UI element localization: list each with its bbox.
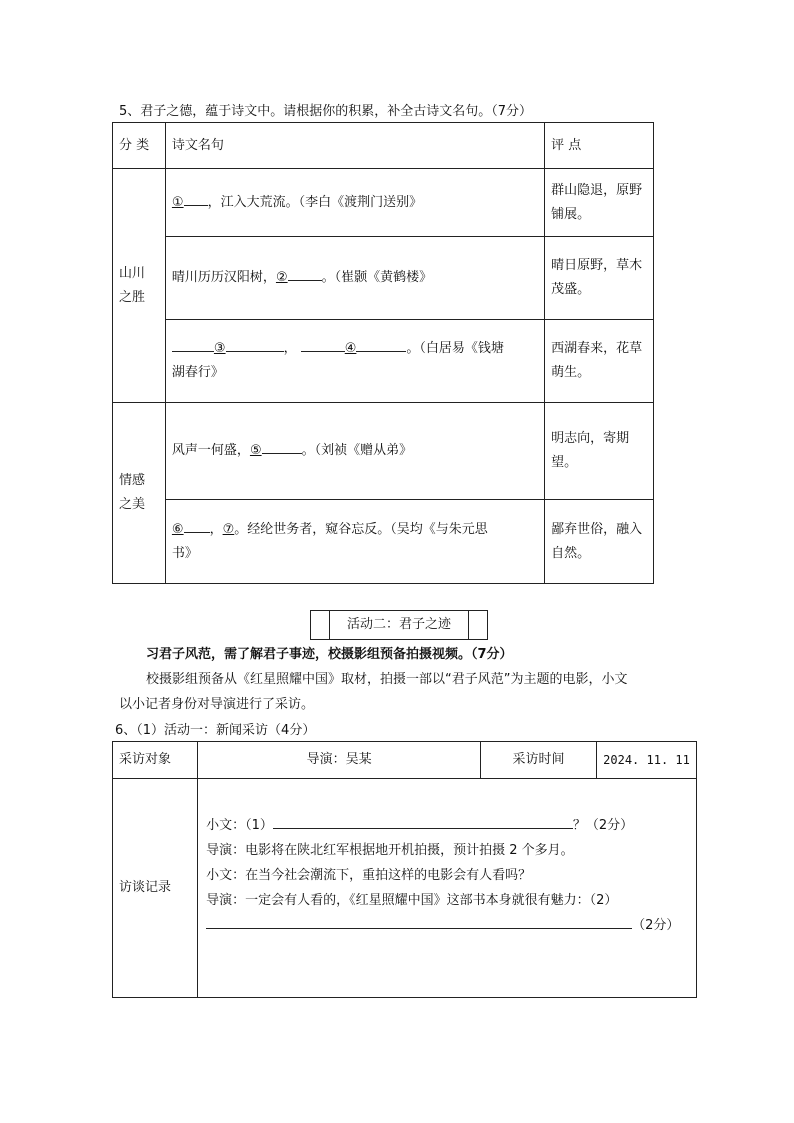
blank-marker: ② bbox=[275, 270, 288, 285]
answer-blank[interactable] bbox=[262, 439, 302, 454]
category-cell: 山川 之胜 bbox=[113, 169, 166, 403]
blank-marker: ③ bbox=[213, 341, 226, 356]
answer-blank[interactable] bbox=[301, 337, 345, 352]
category-cell: 情感 之美 bbox=[113, 403, 166, 584]
activity-paragraph-line1: 校摄影组预备从《红星照耀中国》取材，拍摄一部以“君子风范”为主题的电影，小文 bbox=[146, 672, 628, 687]
table-header-row bbox=[113, 123, 654, 169]
comment-cell: 西湖春来，花草 萌生。 bbox=[545, 320, 654, 403]
answer-blank[interactable] bbox=[356, 337, 406, 352]
verse-cell: ⑥ ，⑦。经纶世务者，窥谷忘反。（吴均《与朱元思 书》 bbox=[165, 500, 544, 584]
interview-answer-blank-2[interactable] bbox=[206, 914, 632, 929]
answer-blank[interactable] bbox=[184, 518, 210, 533]
record-line-3: 小文：在当今社会潮流下，重拍这样的电影会有人看吗？ bbox=[206, 868, 532, 883]
verse-cell: 风声一何盛，⑤ 。（刘祯《赠从弟》 bbox=[165, 403, 544, 500]
table-row bbox=[113, 403, 654, 500]
time-value: 2024. 11. 11 bbox=[597, 742, 697, 779]
answer-blank[interactable] bbox=[288, 266, 322, 281]
blank-marker: ④ bbox=[344, 341, 357, 356]
answer-blank[interactable] bbox=[184, 191, 208, 206]
subject-value: 导演：吴某 bbox=[198, 742, 481, 779]
verse-cell: 晴川历历汉阳树，② 。（崔颢《黄鹤楼》 bbox=[165, 237, 544, 320]
record-line-4: 导演：一定会有人看的，《红星照耀中国》这部书本身就很有魅力：（2） bbox=[206, 893, 618, 908]
q5-title: 5、君子之德，蕴于诗文中。请根据你的积累，补全古诗文名句。（7分） bbox=[119, 104, 533, 119]
interview-record-row bbox=[113, 779, 697, 998]
header-verse: 诗文名句 bbox=[165, 123, 544, 169]
activity-title: 活动二：君子之迹 bbox=[346, 617, 451, 632]
time-label: 采访时间 bbox=[481, 742, 597, 779]
answer-blank[interactable] bbox=[172, 337, 214, 352]
subject-label: 采访对象 bbox=[113, 742, 198, 779]
header-category: 分 类 bbox=[113, 123, 166, 169]
table-row bbox=[113, 237, 654, 320]
table-row bbox=[113, 500, 654, 584]
verse-cell: ① ，江入大荒流。（李白《渡荆门送别》 bbox=[165, 169, 544, 237]
activity-title-box bbox=[310, 610, 488, 640]
comment-cell: 明志向，寄期望。 bbox=[545, 403, 654, 500]
blank-marker: ① bbox=[171, 194, 184, 210]
record-label: 访谈记录 bbox=[113, 779, 198, 998]
interview-header-row bbox=[113, 742, 697, 779]
comment-cell: 群山隐退，原野 铺展。 bbox=[545, 169, 654, 237]
verse-cell: ③ ， ④ 。（白居易《钱塘 湖春行》 bbox=[165, 320, 544, 403]
comment-cell: 鄙弃世俗，融入 自然。 bbox=[545, 500, 654, 584]
comment-cell: 晴日原野，草木 茂盛。 bbox=[545, 237, 654, 320]
interview-answer-blank-1[interactable] bbox=[273, 814, 573, 829]
blank-marker: ⑤ bbox=[249, 443, 262, 458]
activity-intro: 习君子风范，需了解君子事迹，校摄影组预备拍摄视频。（7分） bbox=[146, 647, 513, 662]
answer-blank[interactable] bbox=[226, 337, 284, 352]
record-line-2: 导演：电影将在陕北红军根据地开机拍摄，预计拍摄 2 个多月。 bbox=[206, 843, 574, 858]
q6-title: 6、（1）活动一：新闻采访（4分） bbox=[115, 723, 316, 738]
header-comment: 评 点 bbox=[545, 123, 654, 169]
poetry-table bbox=[112, 122, 654, 584]
activity-paragraph-line2: 以小记者身份对导演进行了采访。 bbox=[119, 697, 315, 712]
interview-table bbox=[112, 741, 697, 998]
blank-marker: ⑦ bbox=[222, 521, 235, 537]
table-row bbox=[113, 320, 654, 403]
table-row bbox=[113, 169, 654, 237]
blank-marker: ⑥ bbox=[171, 521, 184, 537]
record-content: 小文：（1） ？（2分） 导演：电影将在陕北红军根据地开机拍摄，预计拍摄 2 个多月。 小文：在当今社会潮流下，重拍这样的电影会有人看吗？ 导演：一定会有人看的，《红星照耀中国》这部书本身就很有魅力：（2） （2分） bbox=[198, 779, 697, 998]
